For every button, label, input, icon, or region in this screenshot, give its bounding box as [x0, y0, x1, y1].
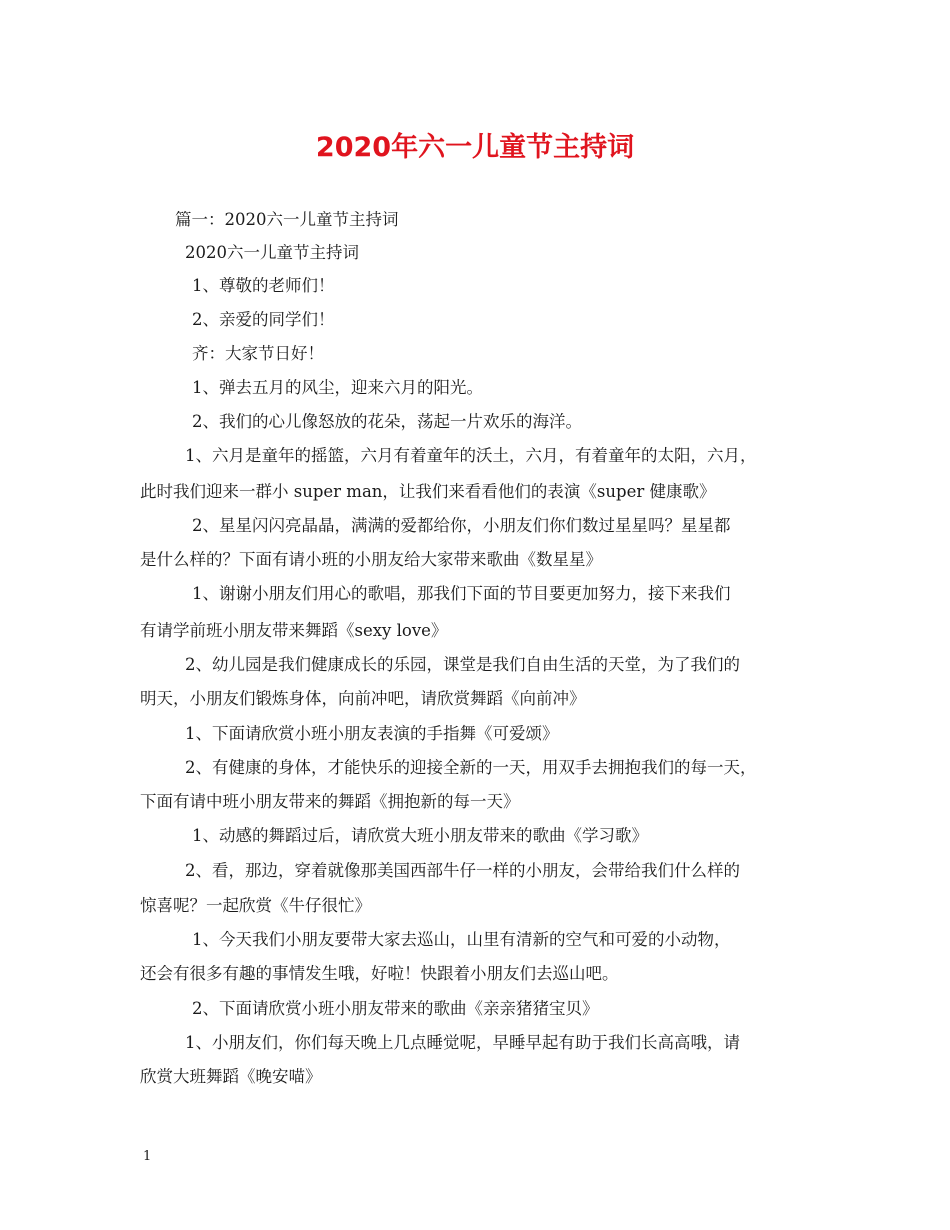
- text-line: 2、有健康的身体，才能快乐的迎接全新的一天，用双手去拥抱我们的每一天，: [185, 758, 757, 777]
- text-line: 2、星星闪闪亮晶晶，满满的爱都给你，小朋友们你们数过星星吗？星星都: [192, 516, 731, 535]
- text-line: 2、幼儿园是我们健康成长的乐园，课堂是我们自由生活的天堂，为了我们的: [185, 655, 740, 674]
- text-line: 此时我们迎来一群小 super man，让我们来看看他们的表演《super 健康歌》: [140, 482, 716, 501]
- text-line: 欣赏大班舞蹈《晚安喵》: [140, 1067, 322, 1086]
- text-line: 还会有很多有趣的事情发生哦，好啦！快跟着小朋友们去巡山吧。: [140, 964, 619, 983]
- text-line: 有请学前班小朋友带来舞蹈《sexy love》: [140, 621, 448, 640]
- text-line: 惊喜呢？一起欣赏《牛仔很忙》: [140, 896, 371, 915]
- text-line: 2020六一儿童节主持词: [185, 243, 359, 262]
- text-line: 2、亲爱的同学们！: [192, 310, 335, 329]
- text-line: 1、动感的舞蹈过后，请欣赏大班小朋友带来的歌曲《学习歌》: [192, 826, 648, 845]
- text-line: 是什么样的？下面有请小班的小朋友给大家带来歌曲《数星星》: [140, 550, 602, 569]
- text-line: 1、谢谢小朋友们用心的歌唱，那我们下面的节目要更加努力，接下来我们: [192, 584, 731, 603]
- page-number: 1: [143, 1149, 152, 1164]
- text-line: 2、我们的心儿像怒放的花朵，荡起一片欢乐的海洋。: [192, 412, 582, 431]
- text-line: 1、下面请欣赏小班小朋友表演的手指舞《可爱颂》: [185, 724, 559, 743]
- text-line: 2、看，那边，穿着就像那美国西部牛仔一样的小朋友，会带给我们什么样的: [185, 861, 740, 880]
- text-line: 1、小朋友们，你们每天晚上几点睡觉呢，早睡早起有助于我们长高高哦，请: [185, 1033, 740, 1052]
- text-line: 1、弹去五月的风尘，迎来六月的阳光。: [192, 378, 483, 397]
- text-line: 2、下面请欣赏小班小朋友带来的歌曲《亲亲猪猪宝贝》: [192, 999, 599, 1018]
- document-title: 2020年六一儿童节主持词: [315, 132, 635, 163]
- text-line: 1、尊敬的老师们！: [192, 276, 335, 295]
- text-line: 1、六月是童年的摇篮，六月有着童年的沃土，六月，有着童年的太阳，六月，: [185, 446, 757, 465]
- text-line: 篇一：2020六一儿童节主持词: [175, 210, 399, 229]
- text-line: 齐：大家节日好！: [192, 344, 324, 363]
- text-line: 下面有请中班小朋友带来的舞蹈《拥抱新的每一天》: [140, 792, 520, 811]
- text-line: 1、今天我们小朋友要带大家去巡山，山里有清新的空气和可爱的小动物，: [192, 930, 731, 949]
- text-line: 明天，小朋友们锻炼身体，向前冲吧，请欣赏舞蹈《向前冲》: [140, 689, 586, 708]
